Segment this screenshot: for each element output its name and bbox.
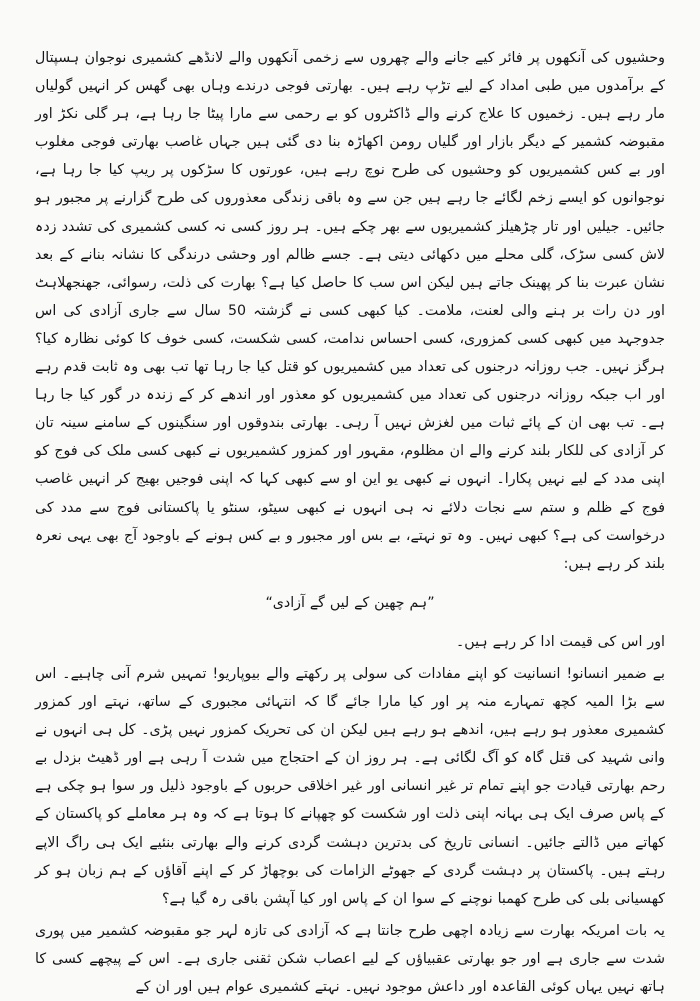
pull-quote-slogan: ”ہم چھین کے لیں گے آزادی“ bbox=[265, 594, 435, 611]
paragraph-4: یہ بات امریکہ بھارت سے زیادہ اچھی طرح جانتا ہے کہ آزادی کی تازہ لہر جو مقبوضہ کشمیر میں پوری شدت سے جاری ہے اور جو بھارتی عقبیاؤں کے لیے اعصاب شکن ثقنی جاری ہے۔ اس کے پیچھے کسی کا ہاتھ نہیں یہاں کوئی القاعدہ اور داعش موجود نہیں۔ نہتے کشمیری عوام ہیں اور ان کے bbox=[35, 922, 665, 995]
paragraph-spacer bbox=[35, 578, 665, 589]
paragraph-1: وحشیوں کی آنکھوں پر فائر کیے جانے والے چھروں سے زخمی آنکھوں والے لانڈھے کشمیری نوجوان ہسپتال کے برآمدوں میں طبی امداد کے لیے تڑپ رہے ہیں۔ بھارتی فوجی درندے وہاں بھی گھس کر انہیں گولیاں مار رہے ہیں۔ زخمیوں کا علاج کرنے والے ڈاکٹروں کو بے رحمی سے مارا پیٹا جا رہا ہے، ہر گلی نکڑ اور مقبوضہ کشمیر کے دیگر بازار اور گلیاں رومن اکھاڑہ بنا دی گئی ہیں جہاں غاصب بھارتی فوجی مغلوب اور بے کس کشمیریوں کو وحشیوں کی طرح نوچ رہے ہیں، عورتوں کا سڑکوں پر ریپ کیا جا رہا ہے، نوجوانوں کو ایسے زخم لگائے جا رہے ہیں جن سے وہ باقی زندگی معذوروں کی طرح گزارنے پر مجبور ہو جائیں۔ جیلیں اور تار چڑھیلز کشمیریوں سے بھر چکے ہیں۔ ہر روز کسی نہ کسی کشمیری کی تشدد زدہ لاش کسی سڑک، گلی محلے میں دکھائی دیتی ہے۔ جسے ظالم اور وحشی درندگی کا نشانہ بنانے کے بعد نشان عبرت بنا کر پھینک جاتے ہیں لیکن اس سب کا حاصل کیا ہے؟ بھارت کی ذلت، رسوائی، جھنجھلاہٹ اور دن رات بر ہنے والی لعنت، ملامت۔ کیا کبھی کسی نے گزشتہ 50 سال سے جاری آزادی کی اس جدوجہد میں کبھی کسی کمزوری، کسی احساس ندامت، کسی شکست، کسی خوف کا کوئی نظارہ کیا؟ ہرگز نہیں۔ جب روزانہ درجنوں کی تعداد میں کشمیریوں کو قتل کیا جا رہا تھا تب بھی وہ ثابت قدم رہے اور اب جبکہ روزانہ درجنوں کی تعداد میں کشمیریوں کو معذور اور اندھے کر کے زندہ در گور کیا جا رہا ہے۔ تب بھی ان کے پائے ثبات میں لغزش نہیں آ رہی۔ بھارتی بندوقوں اور سنگینوں کے سامنے سینہ تان کر آزادی کی للکار بلند کرنے والے ان مظلوم، مقہور اور کمزور کشمیریوں نے کبھی کسی ملک کی فوج کو اپنی مدد کے لیے نہیں پکارا۔ انہوں نے کبھی یو این او سے کبھی کہا کہ اپنی فوجیں بھیج کر انہیں غاصب فوج کے ظلم و ستم سے نجات دلائے نہ ہی انہوں نے کبھی سیٹو، سنٹو یا پاکستانی فوج سے مدد کی درخواست کی ہے؟ کبھی نہیں۔ وہ تو نہتے، بے بس اور مجبور و بے کس ہونے کے باوجود آج بھی یہی نعرہ بلند کر رہے ہیں: bbox=[35, 50, 666, 572]
paragraph-3: بے ضمیر انسانو! انسانیت کو اپنے مفادات کی سولی پر رکھتے والے بیوپاریو! تمہیں شرم آنی چاہیے۔ اس سے بڑا المیہ کچھ تمہارے منہ پر اور کیا مارا جائے گا کہ انتہائی مجبوری کے ساتھ، نہتے اور کمزور کشمیری معذور ہو رہے ہیں، اندھے ہو رہے ہیں لیکن ان کی تحریک کمزور نہیں پڑی۔ کل ہی انہوں نے وانی شہید کی قتل گاہ کو آگ لگائی ہے۔ ہر روز ان کے احتجاج میں شدت آ رہی ہے اور ڈھیٹ بزدل بے رحم بھارتی قیادت جو اپنے تمام تر غیر انسانی اور غیر اخلاقی حربوں کے باوجود ذلیل ور سوا ہو چکی ہے کے پاس صرف ایک ہی بہانہ اپنی ذلت اور شکست کو چھپانے کا ہوتا ہے کہ وہ ہر معاملے کو پاکستان کے کھاتے میں ڈالتے جائیں۔ انسانی تاریخ کی بدترین دہشت گردی کرنے والے بھارتی بنئیے ایک ہی راگ الاپے رہتے ہیں۔ پاکستان پر دہشت گردی کے جھوٹے الزامات کی بوچھاڑ کر کے اپنے آقاؤں کے ہم زبان ہو کر کھسیانی بلی کی طرح کھمبا نوچنے کے سوا ان کے پاس اور کیا آپشن باقی رہ گیا ہے؟ bbox=[35, 665, 665, 907]
paragraph-2: اور اس کی قیمت ادا کر رہے ہیں۔ bbox=[455, 633, 665, 650]
quote-spacer bbox=[35, 617, 665, 628]
article-body bbox=[35, 44, 665, 1001]
